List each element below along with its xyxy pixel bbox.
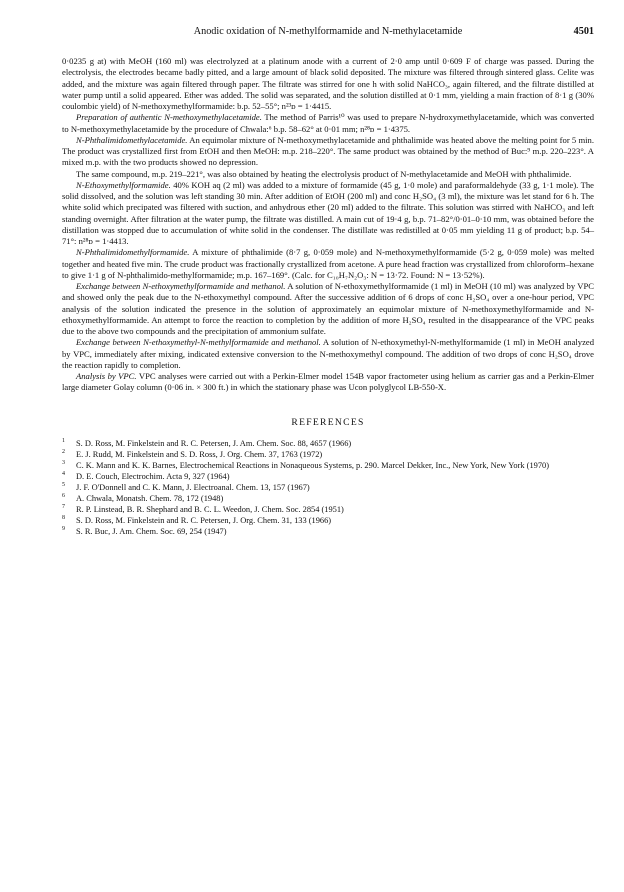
paragraph-heading: Exchange between N-ethoxymethyl-N-methylformamide and methanol. xyxy=(76,337,321,348)
reference-number: 9 xyxy=(62,526,65,533)
paragraph xyxy=(62,135,594,169)
paragraph-text: The same compound, m.p. 219–221°, was also obtained by heating the electrolysis product of N-methylacetamide and MeOH with phthalimide. xyxy=(76,168,572,179)
reference-number: 7 xyxy=(62,504,65,511)
paragraph-text: A solution of N-ethoxymethylformamide (1 ml) in MeOH (10 ml) was analyzed by VPC and showed only the peak due to the N-ethoxymethyl compound. After the successive addition of 6 drops of conc H₂SO₄ over a one-hour period, VPC analysis of the solution indicated the presence in the solution of approximately an equimolar mixture of N-methoxymethylformamide and N-ethoxymethylformamide. An attempt to force the reaction to completion by the addition of more H₂SO₄ resulted in the disappearance of the VPC peaks due to the above two compounds and the precipitation of ammonium sulfate. xyxy=(62,281,594,336)
reference-text: S. D. Ross, M. Finkelstein and R. C. Petersen, J. Org. Chem. 31, 133 (1966) xyxy=(76,516,332,526)
paragraph xyxy=(62,180,594,248)
paragraph-heading: N-Phthalimidomethylformamide. xyxy=(76,247,190,258)
paragraph xyxy=(62,247,594,281)
reference-number: 3 xyxy=(62,459,65,466)
reference-item xyxy=(62,460,594,471)
paragraph-heading: N-Ethoxymethylformamide. xyxy=(76,179,171,190)
paragraph-heading: Exchange between N-ethoxymethylformamide and methanol. xyxy=(76,281,286,291)
reference-text: A. Chwala, Monatsh. Chem. 78, 172 (1948) xyxy=(76,493,224,503)
paragraph-heading: N-Phthalimidomethylacetamide. xyxy=(76,134,188,145)
paragraph xyxy=(62,337,594,371)
running-title: Anodic oxidation of N-methylformamide and N-methylacetamide xyxy=(193,26,463,37)
references-list xyxy=(62,438,594,538)
reference-number: 5 xyxy=(62,481,65,488)
reference-number: 6 xyxy=(62,492,65,499)
reference-item xyxy=(62,526,594,537)
paragraph-text: 40% KOH aq (2 ml) was added to a mixture of formamide (45 g, 1·0 mole) and paraformaldehyde (33 g, 1·1 mole). The solid dissolved, and the solution was left standing 30 min. After addition of EtOH (200 ml) and conc H₂SO₄ (3 ml), the mixture was let stand for 6 h. The white solid which precipated was filtered with suction, and anhydrous ether (20 ml) added to the filtrate. This solution was stirred with NaHCO₃ and left standing overnight. After filtration at the water pump, the filtrate was distilled. A main cut of 19·4 g, b.p. 71–82°/0·01–0·10 mm, was obtained before the distillation was stopped due to accumulation of white solid in the condenser. The distillate was redistilled at 0·05 mm yielding 11 g of product; b.p. 54–71°: n²⁸ᴅ = 1·4413. xyxy=(62,179,594,246)
reference-text: D. E. Couch, Electrochim. Acta 9, 327 (1964) xyxy=(76,471,230,481)
reference-text: C. K. Mann and K. K. Barnes, Electrochemical Reactions in Nonaqueous Systems, p. 290. Marcel Dekker, Inc., New York, New York (1970) xyxy=(76,460,549,470)
paragraph-text: A solution of N-ethoxymethyl-N-methylformamide (1 ml) in MeOH analyzed by VPC, immediately after mixing, indicated extensive conversion to the N-methoxymethyl compound. The addition of two drops of conc H₂SO₄ drove the reaction rapidly to completion. xyxy=(62,337,594,370)
paragraph-text: VPC analyses were carried out with a Perkin-Elmer model 154B vapor fractometer using helium as carrier gas and a Perkin-Elmer large diameter Golay column (0·06 in. × 300 ft.) in which the stationary phase was Ucon polyglycol LB-550-X. xyxy=(62,371,594,393)
paragraph xyxy=(62,169,594,180)
paragraph-text: An equimolar mixture of N-methoxymethylacetamide and phthalimide was heated above the melting point for 5 min. The product was crystallized first from EtOH and then MeOH: m.p. 218–220°. The same product was obtained by the method of Buc:⁹ m.p. 220–223°. A mixed m.p. with the two products showed no depression. xyxy=(62,134,594,168)
paragraph-heading: Analysis by VPC. xyxy=(76,371,137,381)
reference-number: 4 xyxy=(62,470,65,477)
experimental-text xyxy=(62,56,594,394)
reference-text: R. P. Linstead, B. R. Shephard and B. C. L. Weedon, J. Chem. Soc. 2854 (1951) xyxy=(76,505,344,515)
page-number: 4501 xyxy=(573,26,594,37)
reference-item xyxy=(62,438,594,449)
paragraph-heading: Preparation of authentic N-methoxymethylacetamide. xyxy=(76,112,262,123)
reference-item xyxy=(62,482,594,493)
reference-text: S. D. Ross, M. Finkelstein and R. C. Petersen, J. Am. Chem. Soc. 88, 4657 (1966) xyxy=(76,438,352,448)
reference-number: 8 xyxy=(62,515,65,522)
paragraph xyxy=(62,281,594,337)
reference-text: J. F. O'Donnell and C. K. Mann, J. Electroanal. Chem. 13, 157 (1967) xyxy=(76,482,310,492)
references-heading: REFERENCES xyxy=(291,416,365,428)
paragraph xyxy=(62,112,594,135)
paragraph-text: The method of Parris¹⁰ was used to prepare N-hydroxymethylacetamide, which was converted to N-methoxymethylacetamide by the procedure of Chwala:⁶ b.p. 58–62° at 0·01 mm; n²⁸ᴅ = 1·4375. xyxy=(62,112,594,134)
journal-page xyxy=(62,26,594,537)
paragraph-text: A mixture of phthalimide (8·7 g, 0·059 mole) and N-methoxymethylformamide (5·2 g, 0·059 mole) was melted together and heated five min. The crude product was fractionally crystallized from acetone. A pure head fraction was crystallized from chloroform–hexane to give 1·1 g of N-phthalimido-methylformamide; m.p. 167–169°. (Calc. for C₁₀H₇N₂O₃: N = 13·72. Found: N = 13·52%). xyxy=(62,247,594,280)
reference-text: E. J. Rudd, M. Finkelstein and S. D. Ross, J. Org. Chem. 37, 1763 (1972) xyxy=(76,449,323,459)
reference-text: S. R. Buc, J. Am. Chem. Soc. 69, 254 (1947) xyxy=(76,527,227,537)
paragraph-text: 0·0235 g at) with MeOH (160 ml) was electrolyzed at a platinum anode with a current of 2·0 amp until 0·609 F of charge was passed. During the electrolysis, the electrodes became badly pitted, and a large amount of black solid deposited. The mixture was filtered through sintered glass. Celite was added, and the mixture was again filtered through paper. The filtrate was stirred for one h with solid NaHCO₃, again filtered, and the filtrate distilled at water pump until a solid appeared. Ether was added. The solid was separated, and the solution distilled at 0·1 mm, yielding a main fraction of 8·1 g (30% coulombic yield) of N-methoxymethylformamide: b.p. 52–55°; n²³ᴅ = 1·4415. xyxy=(62,56,594,111)
running-header xyxy=(62,26,594,42)
reference-number: 2 xyxy=(62,448,65,455)
reference-number: 1 xyxy=(62,437,65,444)
paragraph xyxy=(62,371,594,394)
reference-item xyxy=(62,504,594,515)
paragraph xyxy=(62,56,594,112)
reference-item xyxy=(62,449,594,460)
reference-item xyxy=(62,471,594,482)
reference-item xyxy=(62,515,594,526)
reference-item xyxy=(62,493,594,504)
